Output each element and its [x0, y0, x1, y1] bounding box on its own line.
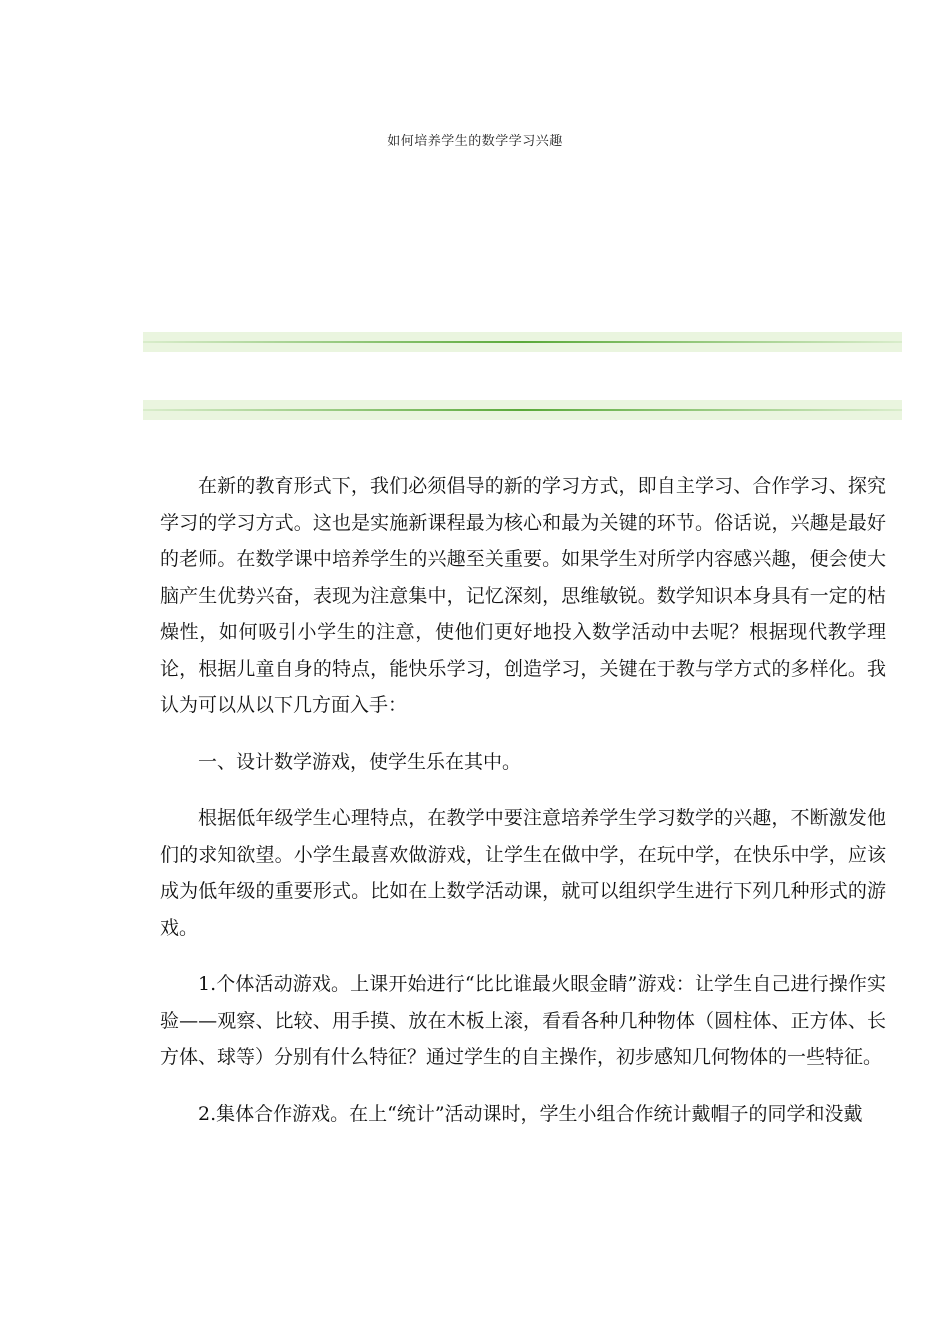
decorative-divider-bottom [143, 400, 902, 420]
divider-line [143, 409, 902, 411]
section-heading-1: 一、设计数学游戏，使学生乐在其中。 [198, 750, 522, 773]
divider-line [143, 341, 902, 343]
paragraph-item-1: 1.个体活动游戏。上课开始进行“比比谁最火眼金睛”游戏：让学生自己进行操作实验——观察、比较、用手摸、放在木板上滚，看看各种几种物体（圆柱体、正方体、长方体、球等）分别有什么特征？通过学生的自主操作，初步感知几何物体的一些特征。 [160, 973, 886, 1068]
paragraph-item-2: 2.集体合作游戏。在上“统计”活动课时，学生小组合作统计戴帽子的同学和没戴 [198, 1102, 863, 1125]
decorative-divider-top [143, 332, 902, 352]
page-title: 如何培养学生的数学学习兴趣 [387, 134, 563, 149]
paragraph-section-1: 根据低年级学生心理特点，在教学中要注意培养学生学习数学的兴趣，不断激发他们的求知欲望。小学生最喜欢做游戏，让学生在做中学，在玩中学，在快乐中学，应该成为低年级的重要形式。比如在上数学活动课，就可以组织学生进行下列几种形式的游戏。 [160, 807, 886, 939]
document-body [160, 468, 886, 1152]
paragraph-intro: 在新的教育形式下，我们必须倡导的新的学习方式，即自主学习、合作学习、探究学习的学习方式。这也是实施新课程最为核心和最为关键的环节。俗话说，兴趣是最好的老师。在数学课中培养学生的兴趣至关重要。如果学生对所学内容感兴趣，便会使大脑产生优势兴奋，表现为注意集中，记忆深刻，思维敏锐。数学知识本身具有一定的枯燥性，如何吸引小学生的注意，使他们更好地投入数学活动中去呢？根据现代教学理论，根据儿童自身的特点，能快乐学习，创造学习，关键在于教与学方式的多样化。我认为可以从以下几方面入手： [160, 475, 886, 716]
